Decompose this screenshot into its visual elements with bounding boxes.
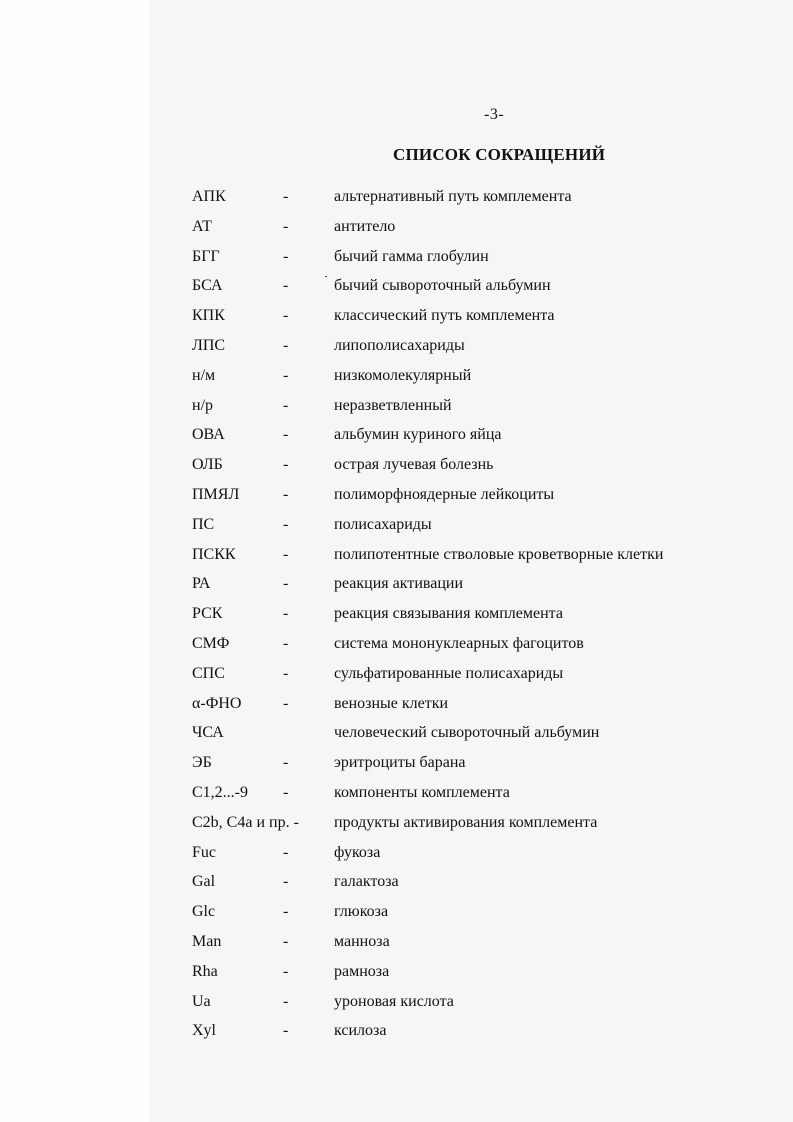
abbreviation-row	[0, 301, 793, 331]
abbreviation-term: α-ФНО	[192, 694, 242, 712]
abbreviation-description: реакция связывания комплемента	[334, 605, 563, 623]
abbreviation-description: венозные клетки	[334, 694, 449, 712]
abbreviation-dash: -	[283, 903, 289, 921]
abbreviation-row	[0, 361, 793, 391]
abbreviation-term: БСА	[192, 277, 223, 295]
abbreviation-dash: -	[283, 217, 289, 235]
abbreviation-term: н/р	[192, 396, 214, 414]
abbreviation-term: АТ	[192, 217, 212, 235]
abbreviation-dash: -	[283, 873, 289, 891]
abbreviation-row	[0, 1016, 793, 1046]
abbreviation-description: уроновая кислота	[334, 992, 454, 1010]
abbreviation-description: липополисахариды	[334, 336, 465, 354]
abbreviation-description: неразветвленный	[334, 396, 452, 414]
abbreviation-dash: -	[283, 396, 289, 414]
abbreviation-row	[0, 748, 793, 778]
abbreviation-term: РА	[192, 575, 211, 593]
abbreviation-description: реакция активации	[334, 575, 464, 593]
abbreviation-description: альтернативный путь комплемента	[334, 188, 572, 205]
abbreviation-row	[0, 450, 793, 480]
abbreviation-description: глюкоза	[334, 903, 389, 921]
abbreviation-row	[0, 897, 793, 927]
abbreviation-dash: -	[283, 188, 289, 205]
abbreviation-row	[0, 271, 793, 301]
abbreviation-dash: -	[283, 366, 289, 384]
abbreviation-term: Fuc	[192, 843, 216, 861]
abbreviation-term: ПС	[192, 515, 215, 533]
abbreviation-term: Ua	[192, 992, 211, 1010]
abbreviation-row	[0, 629, 793, 659]
page-number: -3-	[484, 106, 505, 123]
abbreviation-description: рамноза	[334, 962, 390, 980]
abbreviation-dash: -	[283, 485, 289, 503]
abbreviation-term: ПСКК	[192, 545, 236, 563]
abbreviation-dash: -	[283, 307, 289, 325]
abbreviation-row	[0, 599, 793, 629]
abbreviation-row	[0, 331, 793, 361]
abbreviation-dash: -	[283, 634, 289, 652]
abbreviation-term: РСК	[192, 605, 223, 623]
abbreviation-description: полипотентные стволовые кроветворные клетки	[334, 545, 664, 563]
page-title: СПИСОК СОКРАЩЕНИЙ	[393, 145, 606, 164]
abbreviation-term: ОВА	[192, 426, 225, 444]
abbreviation-row	[0, 778, 793, 808]
abbreviation-term: Glc	[192, 903, 216, 921]
abbreviation-row	[0, 689, 793, 719]
abbreviation-row	[0, 540, 793, 570]
abbreviation-dash: -	[283, 694, 289, 712]
abbreviation-term: СПС	[192, 664, 225, 682]
abbreviation-row	[0, 927, 793, 957]
abbreviation-row	[0, 659, 793, 689]
abbreviation-term: С2b, С4а и пр. -	[192, 813, 299, 831]
abbreviation-row	[0, 718, 793, 748]
abbreviation-term: Gal	[192, 873, 216, 891]
abbreviation-term: ЭБ	[192, 754, 212, 772]
abbreviation-row	[0, 867, 793, 897]
abbreviation-term: БГГ	[192, 247, 220, 265]
abbreviation-description: фукоза	[334, 843, 381, 861]
abbreviation-dash: -	[283, 336, 289, 354]
abbreviation-dash: -	[283, 575, 289, 593]
abbreviation-dash: -	[283, 426, 289, 444]
abbreviation-dash: -	[283, 247, 289, 265]
abbreviation-row	[0, 808, 793, 838]
abbreviation-description: система мононуклеарных фагоцитов	[334, 634, 584, 652]
abbreviation-dash: -	[283, 962, 289, 980]
abbreviation-row	[0, 480, 793, 510]
abbreviation-term: ЛПС	[192, 336, 226, 354]
abbreviation-dash: -	[283, 605, 289, 623]
abbreviation-description: эритроциты барана	[334, 754, 466, 772]
abbreviation-term: СМФ	[192, 634, 230, 652]
abbreviation-description: альбумин куриного яйца	[334, 426, 502, 444]
abbreviation-term: Man	[192, 932, 222, 950]
abbreviation-row	[0, 569, 793, 599]
abbreviation-description: бычий гамма глобулин	[334, 247, 489, 265]
abbreviation-row	[0, 510, 793, 540]
abbreviation-row	[0, 987, 793, 1017]
abbreviation-description: острая лучевая болезнь	[334, 456, 494, 474]
abbreviation-row	[0, 838, 793, 868]
abbreviation-dash: -	[283, 992, 289, 1010]
abbreviation-dash: -	[283, 545, 289, 563]
abbreviation-description: полисахариды	[334, 515, 432, 533]
abbreviation-dash: -	[283, 515, 289, 533]
abbreviation-term: Rha	[192, 962, 218, 980]
abbreviation-row	[0, 212, 793, 242]
abbreviation-dash: -	[283, 783, 289, 801]
abbreviation-row	[0, 391, 793, 421]
abbreviation-description: сульфатированные полисахариды	[334, 664, 564, 682]
abbreviation-dash: -	[283, 456, 289, 474]
abbreviation-description: компоненты комплемента	[334, 783, 510, 801]
abbreviation-term: ПМЯЛ	[192, 485, 240, 503]
abbreviation-dash: -	[283, 843, 289, 861]
abbreviation-list	[0, 182, 793, 1046]
abbreviation-term: Xyl	[192, 1022, 216, 1040]
abbreviation-term: С1,2...-9	[192, 783, 248, 801]
abbreviation-description: человеческий сывороточный альбумин	[334, 724, 600, 742]
abbreviation-term: н/м	[192, 366, 216, 384]
abbreviation-dash: -	[283, 277, 289, 295]
abbreviation-description: манноза	[334, 932, 390, 950]
abbreviation-row	[0, 420, 793, 450]
abbreviation-term: КПК	[192, 307, 225, 325]
abbreviation-dash: -	[283, 932, 289, 950]
abbreviation-description: низкомолекулярный	[334, 366, 472, 384]
abbreviation-description: полиморфноядерные лейкоциты	[334, 485, 555, 503]
abbreviation-row	[0, 182, 793, 212]
abbreviation-description: бычий сывороточный альбумин	[334, 277, 551, 295]
abbreviation-dash: -	[283, 664, 289, 682]
abbreviation-description: классический путь комплемента	[334, 307, 555, 325]
abbreviation-row	[0, 242, 793, 272]
abbreviation-term: ЧСА	[192, 724, 224, 742]
abbreviation-term: АПК	[192, 188, 226, 205]
abbreviation-description: антитело	[334, 217, 396, 235]
abbreviation-description: галактоза	[334, 873, 399, 891]
abbreviation-dash: -	[283, 754, 289, 772]
abbreviation-term: ОЛБ	[192, 456, 223, 474]
abbreviation-description: продукты активирования комплемента	[334, 813, 598, 831]
abbreviation-description: ксилоза	[334, 1022, 387, 1040]
abbreviation-dash: -	[283, 1022, 289, 1040]
abbreviation-row	[0, 957, 793, 987]
